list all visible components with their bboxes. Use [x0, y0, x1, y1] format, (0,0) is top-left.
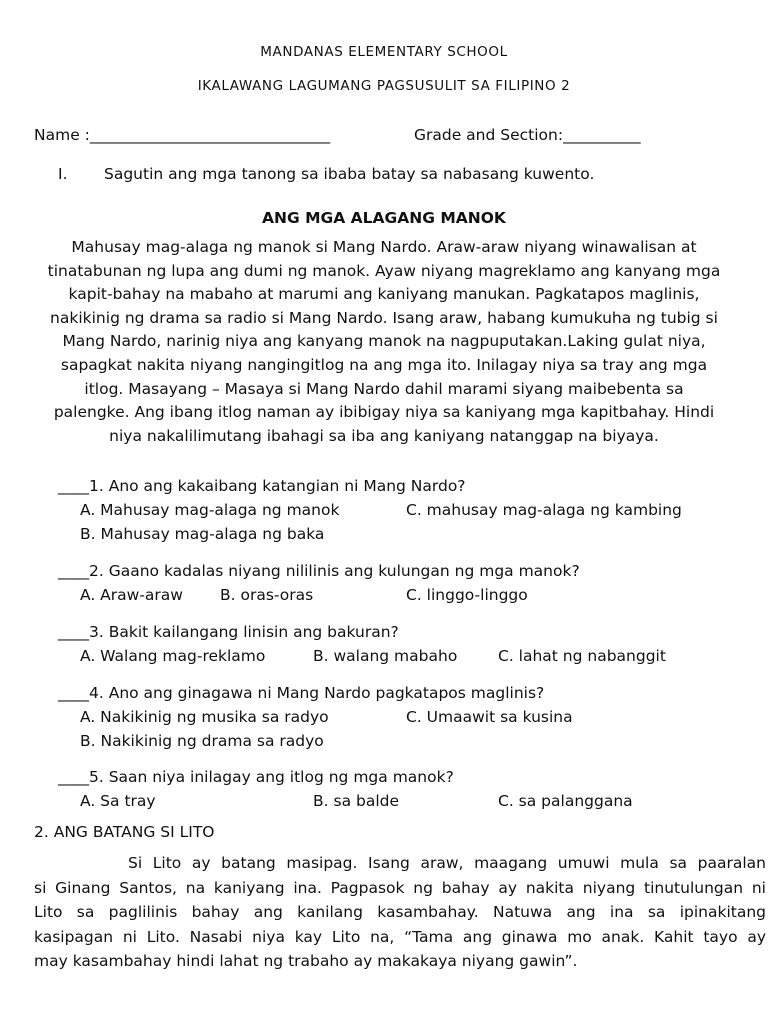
question-1: ____1. Ano ang kakaibang katangian ni Mang Nardo? — [58, 477, 466, 495]
q2-option-a: A. Araw-araw — [80, 586, 183, 604]
school-name: MANDANAS ELEMENTARY SCHOOL — [260, 44, 508, 60]
story-line: sapagkat nakita niyang nangingitlog na ang mga ito. Inilagay niya sa tray ang mga — [60, 355, 708, 374]
story2-line: si Ginang Santos, na kaniyang ina. Pagpasok ng bahay ay nakita niyang tinutulungan ni — [34, 878, 766, 897]
story2-line: kasipagan ni Lito. Nasabi niya kay Lito na, “Tama ang ginawa mo anak. Kahit tayo ay — [34, 927, 766, 946]
q5-option-c: C. sa palanggana — [498, 792, 633, 810]
story-line: itlog. Masayang – Masaya si Mang Nardo dahil marami siyang maibebenta sa — [84, 379, 684, 398]
story2-line: Lito sa paglilinis bahay ang kanilang kasambahay. Natuwa ang ina sa ipinakitang — [34, 903, 766, 921]
story-line: Mahusay mag-alaga ng manok si Mang Nardo. Araw-araw niyang winawalisan at — [71, 238, 697, 256]
question-4: ____4. Ano ang ginagawa ni Mang Nardo pagkatapos maglinis? — [58, 684, 545, 702]
story2-line: Si Lito ay batang masipag. Isang araw, maagang umuwi mula sa paaralan — [128, 854, 766, 872]
grade-section-label: Grade and Section:__________ — [414, 126, 641, 144]
question-2: ____2. Gaano kadalas niyang nililinis ang kulungan ng mga manok? — [58, 562, 580, 580]
q5-option-b: B. sa balde — [313, 792, 400, 810]
story-line: tinatabunan ng lupa ang dumi ng manok. Ayaw niyang magreklamo ang kanyang mga — [47, 261, 721, 280]
question-3: ____3. Bakit kailangang linisin ang bakuran? — [58, 623, 399, 641]
instruction-number: I. — [58, 165, 68, 183]
story-line: palengke. Ang ibang itlog naman ay ibibigay niya sa kaniyang mga kapitbahay. Hindi — [53, 403, 715, 422]
story2-title: 2. ANG BATANG SI LITO — [34, 823, 215, 841]
story2-paragraph — [34, 851, 766, 974]
q4-option-a: A. Nakikinig ng musika sa radyo — [80, 708, 329, 726]
story2-line: may kasambahay hindi lahat ng trabaho ay makakaya niyang gawin”. — [34, 952, 578, 970]
name-field-label: Name :_______________________________ — [34, 126, 331, 144]
q3-option-a: A. Walang mag-reklamo — [80, 647, 266, 665]
q4-option-c: C. Umaawit sa kusina — [406, 708, 573, 726]
q1-option-a: A. Mahusay mag-alaga ng manok — [80, 501, 340, 519]
q4-option-b: B. Nakikinig ng drama sa radyo — [80, 732, 324, 750]
q3-option-c: C. lahat ng nabanggit — [498, 647, 666, 665]
q1-option-b: B. Mahusay mag-alaga ng baka — [80, 525, 325, 543]
instruction-text: Sagutin ang mga tanong sa ibaba batay sa nabasang kuwento. — [104, 165, 595, 183]
story-line: niya nakalilimutang ibahagi sa iba ang kaniyang natanggap na biyaya. — [109, 426, 659, 445]
story-line: nakikinig ng drama sa radio si Mang Nardo. Isang araw, habang kumukuha ng tubig si — [50, 308, 718, 327]
q5-option-a: A. Sa tray — [80, 792, 156, 810]
exam-title: IKALAWANG LAGUMANG PAGSUSULIT SA FILIPINO 2 — [197, 78, 571, 94]
question-5: ____5. Saan niya inilagay ang itlog ng mga manok? — [58, 768, 454, 786]
q2-option-c: C. linggo-linggo — [406, 586, 528, 604]
q1-option-c: C. mahusay mag-alaga ng kambing — [406, 501, 682, 519]
story-paragraph — [32, 236, 736, 448]
q2-option-b: B. oras-oras — [220, 586, 314, 604]
q3-option-b: B. walang mabaho — [313, 647, 458, 665]
story-line: Mang Nardo, narinig niya ang kanyang manok na nagpuputakan.Laking gulat niya, — [62, 332, 706, 351]
story-line: kapit-bahay na mabaho at marumi ang kaniyang manukan. Pagkatapos maglinis, — [68, 285, 700, 304]
story-title: ANG MGA ALAGANG MANOK — [262, 209, 506, 227]
